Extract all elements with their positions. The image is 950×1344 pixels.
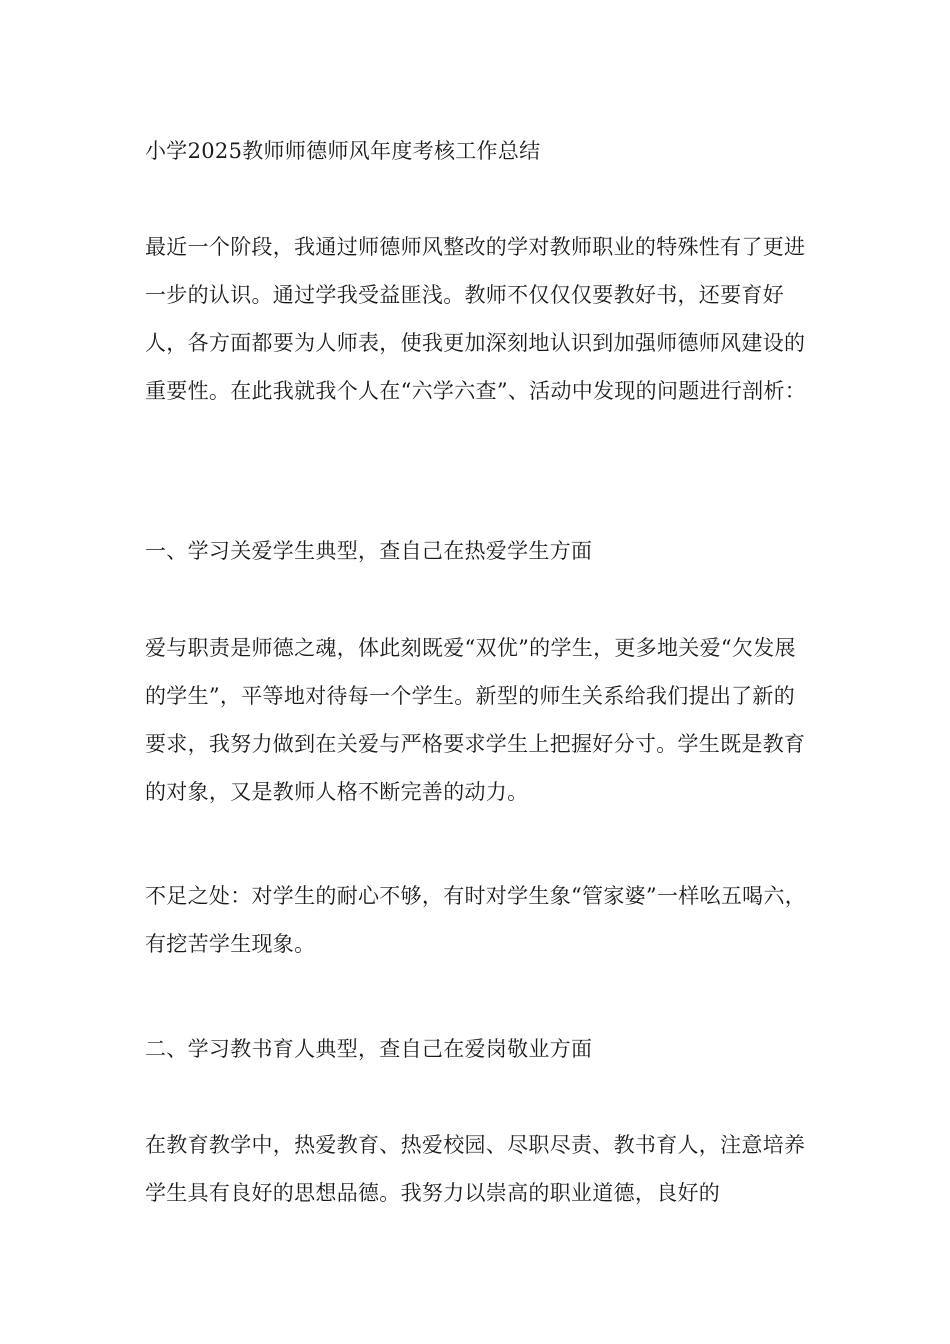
paragraph-section-1-body: 爱与职责是师德之魂，体此刻既爱“双优”的学生，更多地关爱“欠发展的学生”，平等地对待每一个学生。新型的师生关系给我们提出了新的要求，我努力做到在关爱与严格要求学生上把握好分寸。学生既是教育的对象，又是教师人格不断完善的动力。 [145, 636, 806, 804]
section-heading-1: 一、学习关爱学生典型，查自己在热爱学生方面 [145, 539, 593, 563]
paragraph-shortcomings: 不足之处：对学生的耐心不够，有时对学生象“管家婆”一样吆五喝六，有挖苦学生现象。 [145, 884, 807, 956]
document-title: 小学2025教师师德师风年度考核工作总结 [145, 139, 541, 163]
section-heading-2: 二、学习教书育人典型，查自己在爱岗敬业方面 [145, 1037, 593, 1061]
paragraph-intro: 最近一个阶段，我通过师德师风整改的学对教师职业的特殊性有了更进一步的认识。通过学我受益匪浅。教师不仅仅仅要教好书，还要育好人，各方面都要为人师表，使我更加深刻地认识到加强师德师风建设的重要性。在此我就我个人在“六学六查”、活动中发现的问题进行剖析： [145, 235, 807, 403]
paragraph-section-2-body: 在教育教学中，热爱教育、热爱校园、尽职尽责、教书育人，注意培养学生具有良好的思想品德。我努力以崇高的职业道德，良好的 [145, 1133, 806, 1205]
